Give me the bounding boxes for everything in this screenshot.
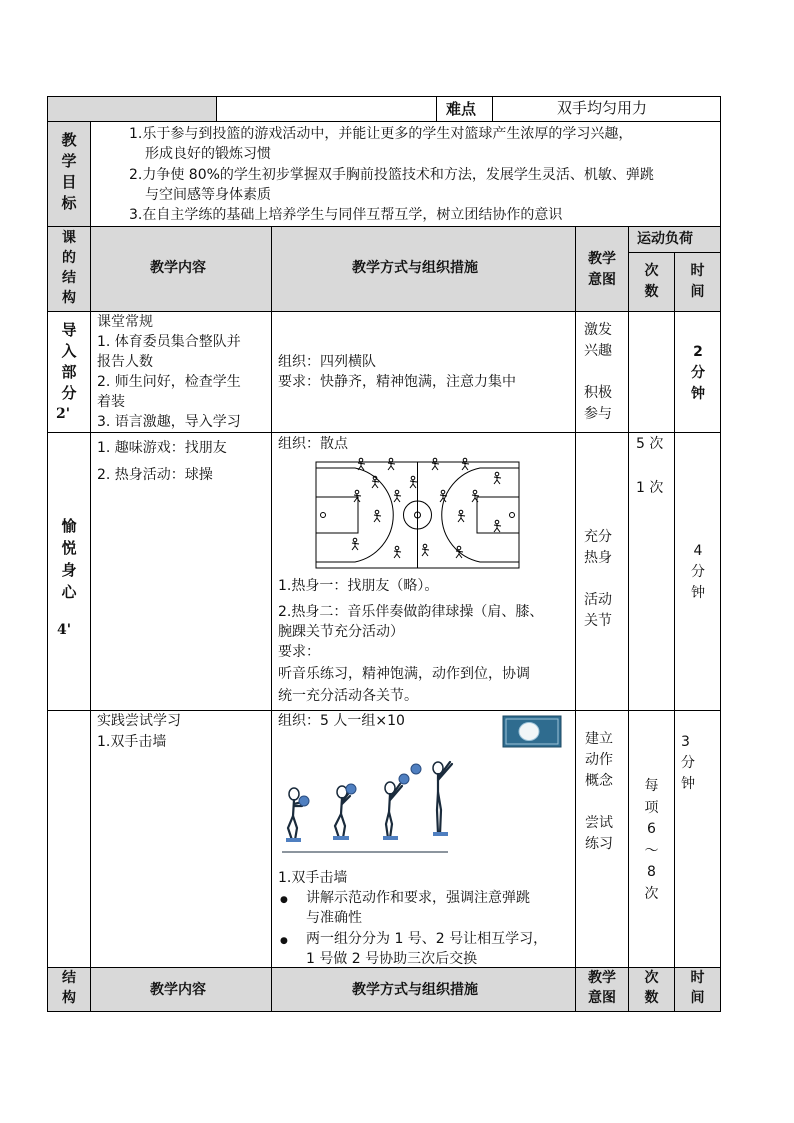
warmup-content-2: 2. 热身活动：球操 — [97, 467, 213, 483]
col-intent: 教学 意图 — [588, 251, 616, 288]
warmup-method: 1.热身一：找朋友（略）。 2.热身二：音乐伴奏做韵律球操（肩、膝、 腕踝关节充分活动） 要求： 听音乐练习，精神饱满，动作到位，协调 统一充分活动各关节。 — [278, 578, 544, 704]
warmup-count-2: 1 次 — [636, 480, 664, 496]
player-figure-icon — [388, 458, 395, 470]
practice-count: 每 项 6 ～ 8 次 — [644, 778, 659, 902]
player-figure-icon — [458, 510, 465, 522]
player-figure-icon — [462, 458, 469, 470]
practice-bullet-1b: 与准确性 — [306, 910, 362, 926]
col-structure: 课 的 结 构 — [62, 230, 76, 306]
intro-time: 2 分 钟 — [691, 344, 705, 402]
wall-pass-figures-illustration — [280, 758, 470, 856]
col-method: 教学方式与组织措施 — [352, 260, 478, 276]
backboard-icon — [502, 715, 562, 748]
practice-method-title: 1.双手击墙 — [278, 870, 348, 886]
practice-content-1: 实践尝试学习 — [97, 713, 181, 729]
warmup-time: 4 分 钟 — [691, 543, 705, 601]
player-figure-icon — [472, 490, 479, 502]
player-figure-icon — [374, 510, 381, 522]
col-content: 教学内容 — [150, 260, 206, 276]
intro-org: 组织：四列横队 — [278, 354, 376, 370]
goal-line-3: 2.力争使 80%的学生初步掌握双手胸前投篮技术和方法，发展学生灵活、机敏、弹跳 — [129, 167, 654, 183]
footer-content: 教学内容 — [150, 982, 206, 998]
intro-side-time: 2' — [56, 406, 71, 422]
player-figure-icon — [456, 546, 463, 558]
practice-org: 组织：5 人一组×10 — [278, 713, 405, 729]
player-figure-icon — [410, 476, 417, 488]
footer-intent: 教学 意图 — [588, 970, 616, 1006]
player-figure-icon — [358, 458, 365, 470]
intro-intent: 激发 兴趣 积极 参与 — [584, 322, 612, 422]
player-figure-icon — [494, 520, 501, 532]
col-count: 次 数 — [644, 263, 659, 300]
col-load: 运动负荷 — [637, 231, 693, 247]
difficulty-value: 双手均匀用力 — [557, 99, 648, 117]
player-figure-icon — [432, 458, 439, 470]
player-figure-icon — [352, 538, 359, 550]
practice-bullet-2b: 1 号做 2 号协助三次后交换 — [306, 951, 478, 967]
goal-line-5: 3.在自主学练的基础上培养学生与同伴互帮互学，树立团结协作的意识 — [129, 207, 563, 223]
intro-requirement: 要求：快静齐，精神饱满，注意力集中 — [278, 374, 516, 390]
header-blank-cell — [47, 97, 216, 121]
player-figure-icon — [494, 472, 501, 484]
goal-line-2: 形成良好的锻炼习惯 — [145, 146, 271, 162]
goals-side-label: 教 学 目 标 — [61, 131, 77, 212]
warmup-intent: 充分 热身 活动 关节 — [584, 529, 612, 629]
warmup-content-1: 1. 趣味游戏：找朋友 — [97, 440, 227, 456]
bullet-icon: ● — [280, 936, 288, 946]
practice-content-2: 1.双手击墙 — [97, 734, 167, 750]
warmup-org: 组织：散点 — [278, 436, 348, 452]
footer-time: 时 间 — [690, 970, 705, 1006]
col-time: 时 间 — [690, 263, 705, 300]
intro-content: 课堂常规 1. 体育委员集合整队并 报告人数 2. 师生问好，检查学生 着装 3. 语言激趣，导入学习 — [97, 314, 241, 430]
footer-method: 教学方式与组织措施 — [352, 982, 478, 998]
player-figure-icon — [422, 544, 429, 556]
goal-line-4: 与空间感等身体素质 — [145, 187, 271, 203]
player-figure-icon — [394, 546, 401, 558]
practice-intent: 建立 动作 概念 尝试 练习 — [585, 731, 613, 852]
goal-line-1: 1.乐于参与到投篮的游戏活动中，并能让更多的学生对篮球产生浓厚的学习兴趣， — [129, 126, 633, 142]
bullet-icon: ● — [280, 895, 288, 905]
footer-structure: 结 构 — [62, 970, 76, 1006]
intro-side-label: 导 入 部 分 — [61, 321, 77, 402]
basketball-court-diagram — [315, 452, 520, 569]
player-figure-icon — [394, 490, 401, 502]
practice-bullet-1a: 讲解示范动作和要求，强调注意弹跳 — [306, 890, 530, 906]
warmup-side-label: 愉 悦 身 心 — [61, 517, 77, 601]
difficulty-label: 难点 — [446, 100, 477, 118]
footer-count: 次 数 — [644, 970, 659, 1006]
practice-bullet-2a: 两一组分分为 1 号、2 号让相互学习， — [306, 931, 548, 947]
warmup-side-time: 4' — [57, 622, 72, 638]
practice-time: 3 分 钟 — [681, 734, 695, 792]
warmup-count-1: 5 次 — [636, 436, 664, 452]
